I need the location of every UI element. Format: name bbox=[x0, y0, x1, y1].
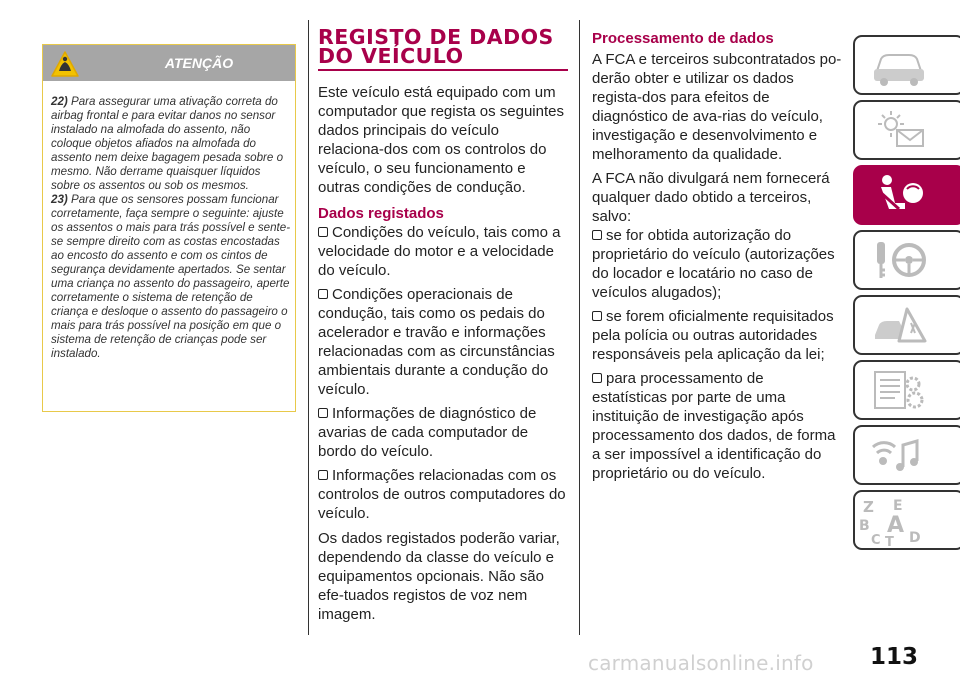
column-divider-1 bbox=[308, 20, 309, 635]
checkbox-bullet-icon bbox=[592, 230, 602, 240]
svg-text:E: E bbox=[893, 498, 903, 514]
svg-text:D: D bbox=[909, 530, 921, 546]
page-number: 113 bbox=[870, 644, 919, 670]
svg-text:T: T bbox=[885, 535, 894, 546]
svg-text:C: C bbox=[871, 533, 881, 546]
processing-paragraph-2: A FCA não divulgará nem fornecerá qualquer dado obtido a terceiros, salvo: bbox=[592, 170, 830, 225]
nav-tab-safety[interactable] bbox=[853, 165, 960, 225]
list-item: se forem oficialmente requisitados pela polícia ou outras autoridades responsáveis pela aplicação da lei; bbox=[592, 308, 834, 363]
dashboard-lights-icon bbox=[869, 106, 929, 154]
processing-subhead: Processamento de dados bbox=[592, 30, 774, 47]
checkbox-bullet-icon bbox=[318, 470, 328, 480]
svg-text:Z: Z bbox=[863, 498, 874, 516]
checkbox-bullet-icon bbox=[592, 311, 602, 321]
list-item: para processamento de estatísticas por parte de uma instituição de investigação após processamento dos dados, de forma a ser impossível a identificação do proprietário ou do veículo. bbox=[592, 370, 836, 482]
vehicle-data-section bbox=[318, 25, 568, 629]
nav-tab-car[interactable] bbox=[853, 35, 960, 95]
nav-tab-starting-driving[interactable] bbox=[853, 230, 960, 290]
checkbox-bullet-icon bbox=[318, 227, 328, 237]
section-title: REGISTO DE DADOS DO VEÍCULO bbox=[318, 25, 554, 68]
watermark: carmanualsonline.info bbox=[588, 651, 814, 675]
nav-tab-dashboard[interactable] bbox=[853, 100, 960, 160]
list-item: Informações relacionadas com os controlos de outros computadores do veículo. bbox=[318, 467, 566, 522]
list-item: se for obtida autorização do proprietário do veículo (autorizações do locador e locatário no caso de veículos alugados); bbox=[592, 227, 835, 301]
warning-text bbox=[43, 81, 295, 361]
warning-note-22: 22) Para assegurar uma ativação correta do airbag frontal e para evitar danos no sensor instalado na almofada do assento, não coloque objetos afiados na almofada do assento nem deixe bagagem pesada sobre o mesmo. Não derrame quaisquer líquidos sobre os assentos ou sob os mesmos. bbox=[51, 95, 284, 192]
multimedia-icon bbox=[869, 431, 929, 479]
alphabetical-index-icon bbox=[859, 494, 929, 546]
title-rule bbox=[318, 69, 568, 71]
checkbox-bullet-icon bbox=[592, 373, 602, 383]
recorded-data-subhead: Dados registados bbox=[318, 205, 444, 222]
emergency-breakdown-icon bbox=[869, 301, 929, 349]
warning-title: ATENÇÃO bbox=[164, 55, 234, 71]
list-item: Condições operacionais de condução, tais como os pedais do acelerador e travão e informações relacionadas com as circunstâncias ambientais durante a condução do veículo. bbox=[318, 286, 555, 398]
warning-note-23: 23) Para que os sensores possam funcionar corretamente, faça sempre o seguinte: ajuste os assentos o mais para trás possível e sente-se sempre direito com as costas encostadas ao encosto do assento e com os cintos de segurança devidamente apertados. Se sentar uma criança no assento do passageiro, aperte corretamente o sistema de retenção de criança e desloque o assento do passageiro o mais para trás possível na posição em que o sistema de retenção de crianças pode ser instalado. bbox=[51, 193, 291, 360]
warning-box bbox=[42, 44, 296, 412]
nav-tab-index[interactable] bbox=[853, 490, 960, 550]
warning-header bbox=[43, 45, 295, 81]
key-steering-wheel-icon bbox=[869, 236, 929, 284]
processing-paragraph-1: A FCA e terceiros subcontratados po-derão obter e utilizar os dados regista-dos para efeitos de diagnóstico de ava-rias do veículo, investigação e desenvolvimento e melhoramento da qualidade. bbox=[592, 51, 842, 163]
data-processing-section bbox=[592, 30, 842, 488]
nav-tab-maintenance[interactable] bbox=[853, 360, 960, 420]
intro-paragraph: Este veículo está equipado com um computador que regista os seguintes dados principais do veículo relaciona-dos com os controlos do veículo, o seu funcionamento e outras condições de condução. bbox=[318, 84, 564, 196]
list-item: Informações de diagnóstico de avarias de cada computador de bordo do veículo. bbox=[318, 405, 537, 460]
safety-airbag-icon bbox=[869, 171, 929, 219]
maintenance-icon bbox=[869, 366, 929, 414]
nav-tab-multimedia[interactable] bbox=[853, 425, 960, 485]
nav-tab-emergency[interactable] bbox=[853, 295, 960, 355]
svg-text:B: B bbox=[859, 518, 870, 534]
checkbox-bullet-icon bbox=[318, 289, 328, 299]
column-divider-2 bbox=[579, 20, 580, 635]
car-icon bbox=[869, 41, 929, 89]
svg-text:A: A bbox=[887, 513, 905, 538]
checkbox-bullet-icon bbox=[318, 408, 328, 418]
outro-paragraph: Os dados registados poderão variar, dependendo da classe do veículo e equipamentos opcionais. Não são efe-tuados registos de voz nem imagem. bbox=[318, 530, 560, 623]
list-item: Condições do veículo, tais como a velocidade do motor e a velocidade do veículo. bbox=[318, 224, 561, 279]
